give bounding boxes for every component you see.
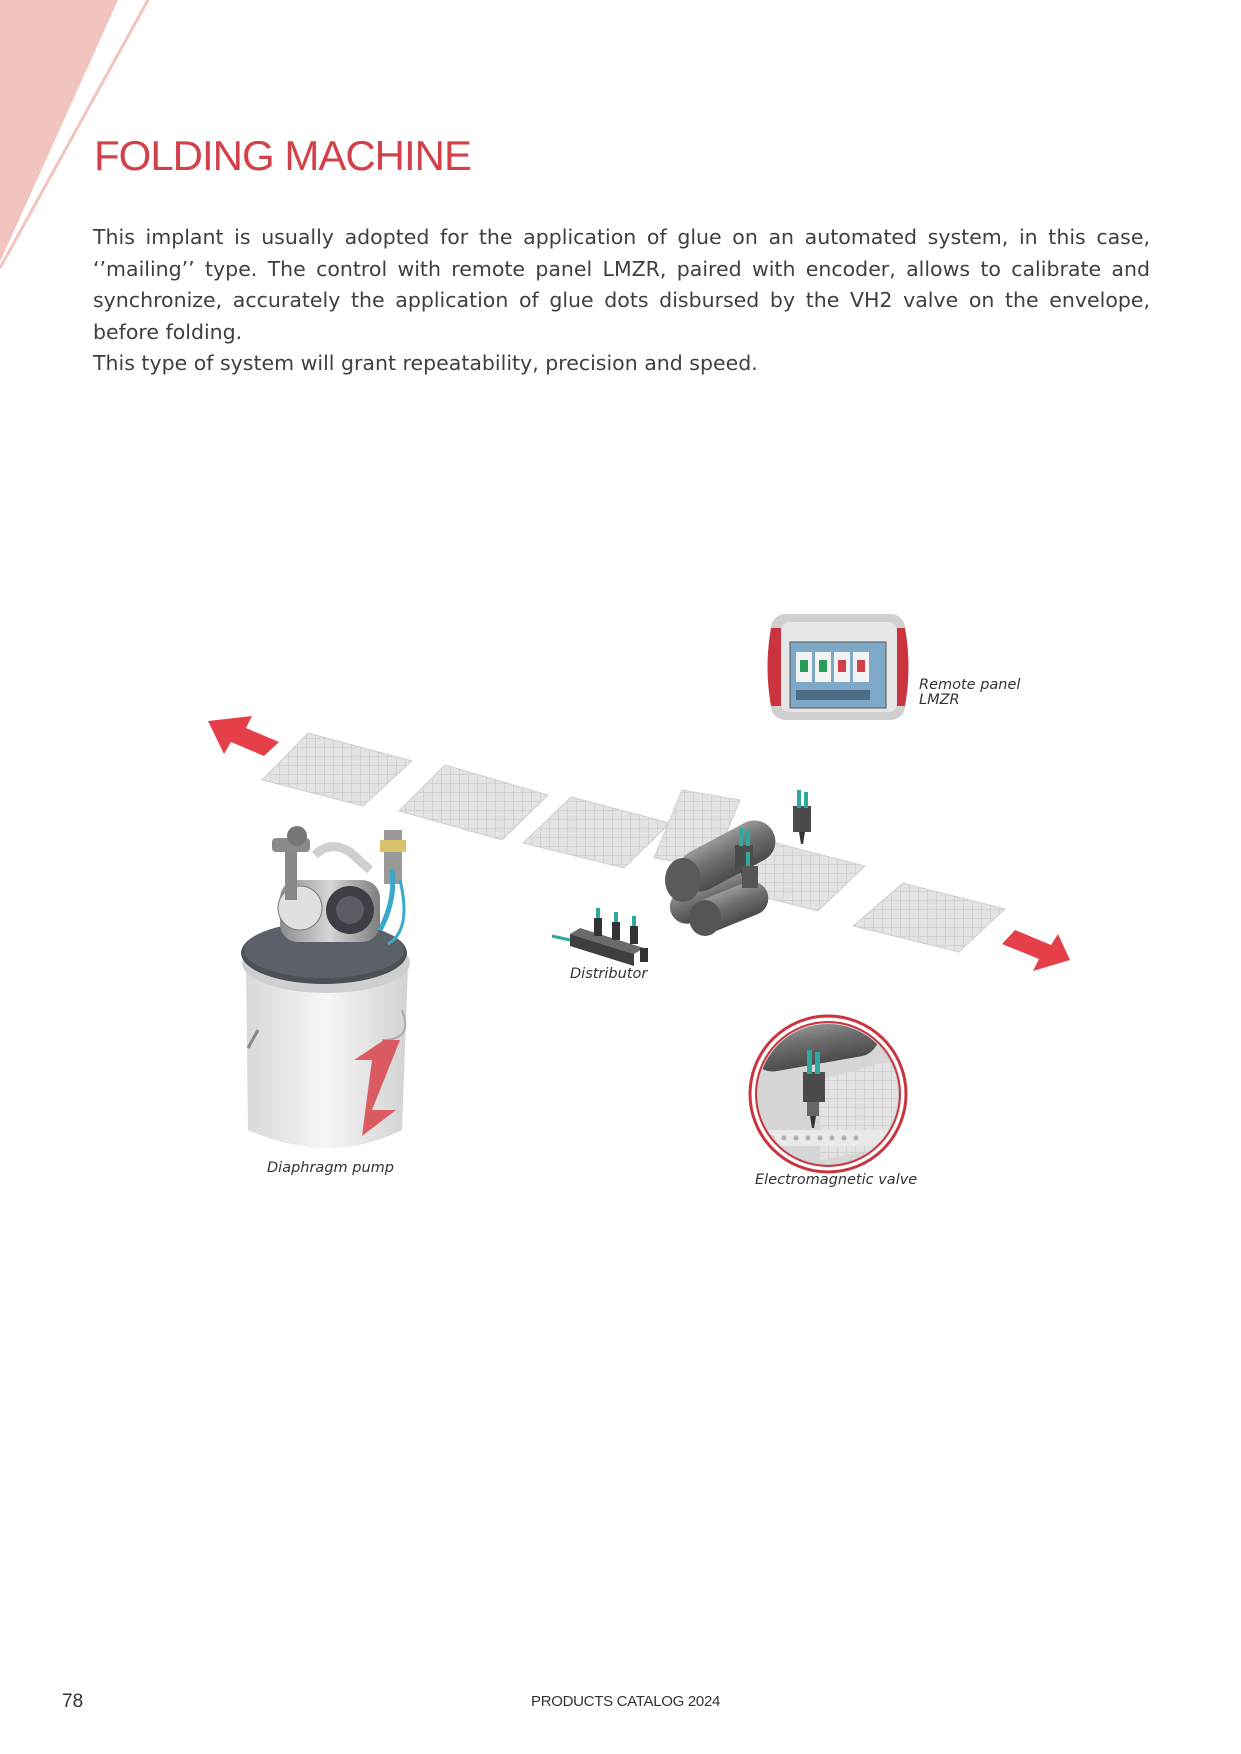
direction-arrow-left-icon: [1002, 930, 1070, 971]
electromagnetic-valve-zoom: [740, 1009, 930, 1182]
electromagnetic-valve-caption: Electromagnetic valve: [755, 1172, 918, 1188]
envelope-sheet: [853, 883, 1005, 952]
remote-panel-caption-line: Remote panel: [919, 677, 1021, 693]
envelope-sheet: [399, 765, 548, 840]
distributor: [552, 908, 648, 966]
glue-valve-icon: [793, 790, 811, 844]
remote-panel-caption: [919, 678, 1020, 708]
distributor-caption: Distributor: [570, 966, 648, 982]
direction-arrow-left-icon: [208, 716, 279, 756]
intro-paragraph: This implant is usually adopted for the application of glue on an automated system, in this case, ‘’mailing’’ type. The control with remote panel LMZR, paired with encoder, allows to calibrate and synchronize, accurately the application of glue dots disbursed by the VH2 valve on the envelope, before folding.: [93, 225, 1150, 344]
footer-catalog-title: PRODUCTS CATALOG 2024: [531, 1693, 721, 1710]
page-title: FOLDING MACHINE: [94, 132, 472, 179]
remote-panel-caption-line: LMZR: [919, 692, 960, 708]
remote-panel-lmzr: [768, 614, 909, 720]
diaphragm-pump-caption: Diaphragm pump: [267, 1160, 394, 1176]
intro-paragraph: This type of system will grant repeatability, precision and speed.: [93, 351, 758, 375]
page-number: 78: [62, 1691, 84, 1712]
envelope-sheet: [262, 733, 412, 806]
envelope-sheet: [523, 797, 670, 868]
diaphragm-pump: [241, 826, 410, 1148]
